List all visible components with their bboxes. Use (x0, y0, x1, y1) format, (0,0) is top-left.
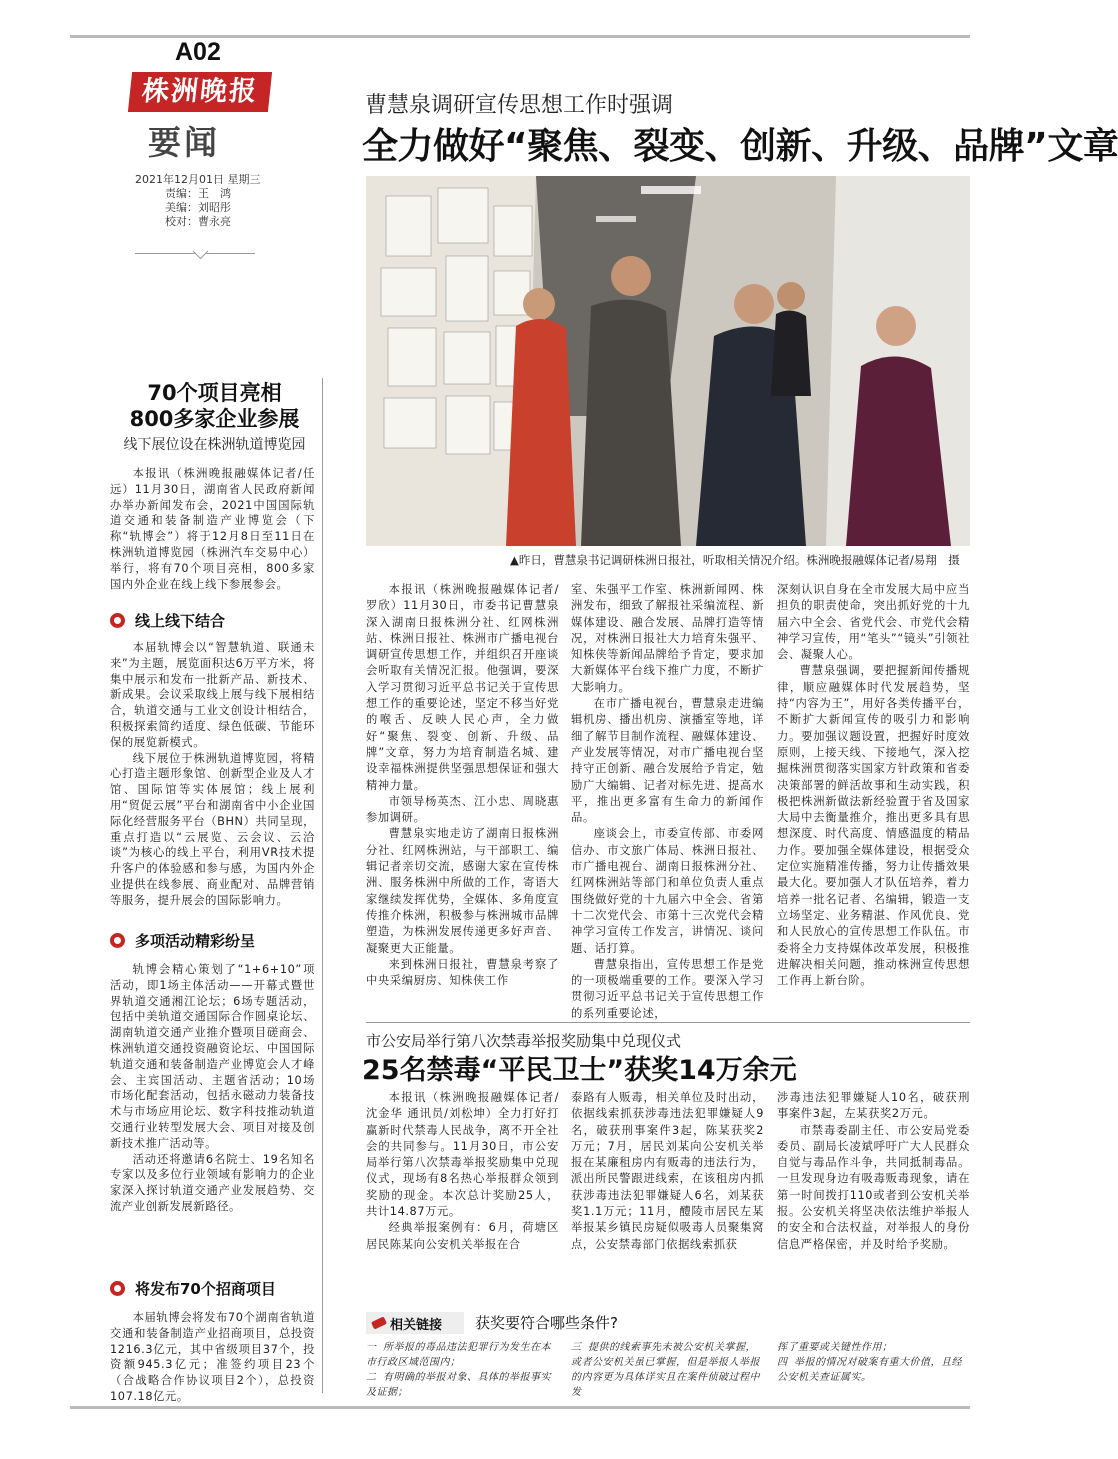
sidebar-title-line-1: 70个项目亮相 (147, 381, 282, 405)
pen-icon (371, 1316, 387, 1329)
article-paragraph: 室、朱强平工作室、株洲新闻网、株洲发布，细致了解报社采编流程、新媒体建设、融合发展、品牌打造等情况，对株洲日报社大力培育朱强平、知株侠等新闻品牌给予肯定，要求加大新媒体平台线下推广力度，不断扩大影响力。 (571, 583, 764, 694)
related-column-3 (777, 1340, 970, 1385)
article-paragraph: 市禁毒委副主任、市公安局党委委员、副局长凌斌呼吁广大人民群众自觉与毒品作斗争，共同抵制毒品。一旦发现身边有吸毒贩毒现象，请在第一时间拨打110或者到公安机关举报。公安机关将坚决依法维护举报人的安全和合法权益，对举报人的身份信息严格保密，并及时给予奖励。 (777, 1123, 970, 1251)
lead-headline: 全力做好“聚焦、裂变、创新、升级、品牌”文章 (362, 126, 1118, 167)
condition-item: 二 有明确的举报对象、具体的举报事实及证据； (366, 1372, 552, 1398)
related-title: 获奖要符合哪些条件? (475, 1314, 618, 1332)
condition-item: 四 举报的情况对破案有重大价值，且经公安机关查证属实。 (777, 1357, 963, 1383)
article-paragraph: 本届轨博会以“智慧轨道、联通未来”为主题，展览面积达6万平方米，将集中展示和发布一批新产品、新技术、新成果。会议采取线上展与线下展相结合，轨道交通与工业文创设计相结合，积极探索简约适度、绿色低碳、节能环保的展览新模式。 (110, 641, 315, 749)
divider (135, 242, 255, 254)
lead-kicker: 曹慧泉调研宣传思想工作时强调 (365, 93, 674, 118)
article-paragraph: 本报讯（株洲晚报融媒体记者/罗欣）11月30日，市委书记曹慧泉深入湖南日报株洲分社、红网株洲站、株洲日报社、株洲市广播电视台调研宣传思想工作，并组织召开座谈会听取有关情况汇报。他强调，要深入学习贯彻习近平总书记关于宣传思想工作的重要论述，坚定不移当好党的喉舌、反映人民心声，全力做好“聚焦、裂变、创新、升级、品牌”文章，努力为培育制造名城、建设幸福株洲提供坚强思想保证和强大精神力量。 (366, 583, 559, 792)
related-column-2 (571, 1340, 764, 1400)
article-paragraph: 座谈会上，市委宣传部、市委网信办、市文旅广体局、株洲日报社、市广播电视台、湖南日报株洲分社、红网株洲站等部门和单位负责人重点围绕做好党的十九届六中全会、省第十二次党代会、市第十三次党代会精神学习宣传工作发言，讲情况、谈问题、话打算。 (571, 827, 764, 955)
circle-bullet-icon (110, 1281, 125, 1296)
lead-photo (366, 176, 970, 546)
sidebar-intro (110, 466, 315, 592)
sidebar-subhead-2: 多项活动精彩纷呈 (110, 930, 255, 951)
article-paragraph: 市领导杨英杰、江小忠、周晓惠参加调研。 (366, 794, 559, 825)
condition-item: 挥了重要或关键性作用； (777, 1342, 893, 1353)
condition-item: 三 提供的线索事先未被公安机关掌握，或者公安机关虽已掌握，但是举报人举报的内容更为具体详实且在案件侦破过程中发 (571, 1342, 760, 1398)
lead-column-3 (777, 582, 970, 989)
article-paragraph: 本报讯（株洲晚报融媒体记者/任远）11月30日，湖南省人民政府新闻办举办新闻发布会，2021中国国际轨道交通和装备制造产业博览会（下称“轨博会”）将于12月8日至11日在株洲轨道博览园（株洲汽车交易中心）举行，将有70个项目亮相，800多家国内外企业在线上线下参展参会。 (110, 467, 315, 591)
sidebar-subhead-3: 将发布70个招商项目 (110, 1278, 276, 1299)
article-paragraph: 深刻认识自身在全市发展大局中应当担负的职责使命，突出抓好党的十九届六中全会、省党代会、市党代会精神学习宣传，用“笔头”“镜头”引领社会、凝聚人心。 (777, 583, 970, 662)
article-paragraph: 在市广播电视台，曹慧泉走进编辑机房、播出机房、演播室等地，详细了解节目制作流程、融媒体建设、产业发展等情况，对市广播电视台坚持守正创新、融合发展给予肯定，勉励广大编辑、记者对标先进、提高水平，推出更多富有生命力的新闻作品。 (571, 697, 764, 825)
designer-credit: 美编：刘昭彤 (165, 201, 231, 214)
newspaper-logo: 株洲晚报 (128, 72, 272, 112)
photo-caption: ▲昨日，曹慧泉书记调研株洲日报社，听取相关情况介绍。株洲晚报融媒体记者/易翔 摄 (510, 553, 960, 567)
circle-bullet-icon (110, 933, 125, 948)
article-paragraph: 涉毒违法犯罪嫌疑人10名，破获刑事案件3起，左某获奖2万元。 (777, 1091, 970, 1121)
sidebar-subhead-1: 线上线下结合 (110, 610, 225, 631)
article-paragraph: 活动还将邀请6名院士、19名知名专家以及多位行业领域有影响力的企业家深入探讨轨道交通产业发展趋势、交流产业创新发展新路径。 (110, 1152, 315, 1213)
sidebar-header (112, 380, 317, 454)
sidebar-section-2 (110, 962, 315, 1215)
related-column-1 (366, 1340, 559, 1400)
proofreader-credit: 校对：曹永亮 (165, 215, 231, 228)
editor-credit: 责编：王 鸿 (165, 187, 231, 200)
article-paragraph: 曹慧泉强调，要把握新闻传播规律，顺应融媒体时代发展趋势，坚持“内容为王”，用好各类传播平台，不断扩大新闻宣传的吸引力和影响力。要加强议题设置，把握好时度效原则，上接天线、下接地气，深入挖掘株洲贯彻落实国家方针政策和省委决策部署的鲜活故事和生动实践，积极把株洲新做法新经验置于省及国家大局中去衡量推介，推出更多具有思想深度、时代高度、情感温度的精品力作。要加强全媒体建设，根据受众定位实施精准传播，努力让传播效果最大化。要加强人才队伍培养，着力培养一批名记者、名编辑，锻造一支立场坚定、业务精湛、作风优良、党和人民放心的宣传思想工作队伍。市委将全力支持媒体改革发展，积极推进解决相关问题，推动株洲宣传思想工作再上新台阶。 (777, 664, 970, 988)
article-paragraph: 泰路有人贩毒，相关单位及时出动，依据线索抓获涉毒违法犯罪嫌疑人9名，破获刑事案件3起，陈某获奖2万元；7月，居民刘某向公安机关举报在某廉租房内有贩毒的违法行为，派出所民警跟进线索，在该租房内抓获涉毒违法犯罪嫌疑人6名，刘某获奖1.1万元；11月，醴陵市居民左某举报某乡镇民房疑似吸毒人员聚集窝点，公安禁毒部门依据线索抓获 (571, 1091, 764, 1251)
lead-column-2 (571, 582, 764, 1022)
article-paragraph: 经典举报案例有：6月，荷塘区居民陈某向公安机关举报在合 (366, 1221, 559, 1251)
photo-illustration (366, 176, 970, 546)
condition-item: 一 所举报的毒品违法犯罪行为发生在本市行政区域范围内； (366, 1342, 552, 1368)
related-link-tag: 相关链接 (366, 1312, 464, 1334)
issue-date: 2021年12月01日 星期三 (135, 173, 261, 186)
second-column-3 (777, 1090, 970, 1253)
section-title: 要闻 (148, 123, 220, 162)
bottom-rule (70, 1406, 970, 1409)
article-paragraph: 轨博会精心策划了“1+6+10”项活动，即1场主体活动——开幕式暨世界轨道交通湘江论坛；6场专题活动，包括中美轨道交通国际合作圆桌论坛、湖南轨道交通产业推介暨项目磋商会、株洲轨道交通投资融资论坛、中国国际轨道交通和装备制造产业博览会人才峰会、主宾国活动、主题省活动；10场市场化配套活动，包括永磁动力装备技术与市场应用论坛、数字科技推动轨道交通行业转型发展大会、项目对接及创新技术推广活动等。 (110, 963, 315, 1150)
article-paragraph: 来到株洲日报社，曹慧泉考察了中央采编厨房、知株侠工作 (366, 957, 559, 988)
second-column-2 (571, 1090, 764, 1253)
story-divider (366, 1022, 970, 1023)
page-number: A02 (175, 38, 221, 66)
lead-column-1 (366, 582, 559, 989)
article-paragraph: 线下展位于株洲轨道博览园，将精心打造主题形象馆、创新型企业及人才馆、国际馆等实体展馆；线上展利用“贸促云展”平台和湖南省中小企业国际化经营服务平台（BHN）共同呈现，重点打造以“云展览、云会议、云洽谈”为核心的线上平台，利用VR技术提升客户的体验感和参与感，为国内外企业提供在线参展、商业配对、品牌营销等服务，提升展会的国际影响力。 (110, 751, 315, 907)
sidebar-section-1 (110, 640, 315, 909)
article-paragraph: 本届轨博会将发布70个湖南省轨道交通和装备制造产业招商项目，总投资1216.3亿元，其中省级项目37个，投资额945.3亿元；准签约项目23个（合战略合作协议项目2个），总投资107.18亿元。 (110, 1311, 315, 1403)
sidebar-subtitle: 线下展位设在株洲轨道博览园 (123, 437, 306, 453)
second-headline: 25名禁毒“平民卫士”获奖14万余元 (362, 1055, 797, 1086)
article-paragraph: 本报讯（株洲晚报融媒体记者/沈金华 通讯员/刘松坤）全力打好打赢新时代禁毒人民战争，离不开全社会的共同参与。11月30日，市公安局举行第八次禁毒举报奖励集中兑现仪式，现场有8名热心举报群众领到奖励的现金。本次总计奖励25人，共计14.87万元。 (366, 1091, 559, 1219)
sidebar-section-3 (110, 1310, 315, 1405)
article-paragraph: 曹慧泉指出，宣传思想工作是党的一项极端重要的工作。要深入学习贯彻习近平总书记关于宣传思想工作的系列重要论述， (571, 957, 764, 1020)
second-column-1 (366, 1090, 559, 1253)
column-rule (322, 378, 323, 1393)
second-kicker: 市公安局举行第八次禁毒举报奖励集中兑现仪式 (366, 1032, 682, 1050)
circle-bullet-icon (110, 613, 125, 628)
article-paragraph: 曹慧泉实地走访了湖南日报株洲分社、红网株洲站，与干部职工、编辑记者亲切交流，感谢大家在宣传株洲、服务株洲中所做的工作，寄语大家继续发挥优势，全媒体、多角度宣传推介株洲，积极参与株洲城市品牌塑造，为株洲发展传递更多好声音、凝聚更大正能量。 (366, 827, 559, 955)
sidebar-title-line-2: 800多家企业参展 (129, 407, 300, 431)
